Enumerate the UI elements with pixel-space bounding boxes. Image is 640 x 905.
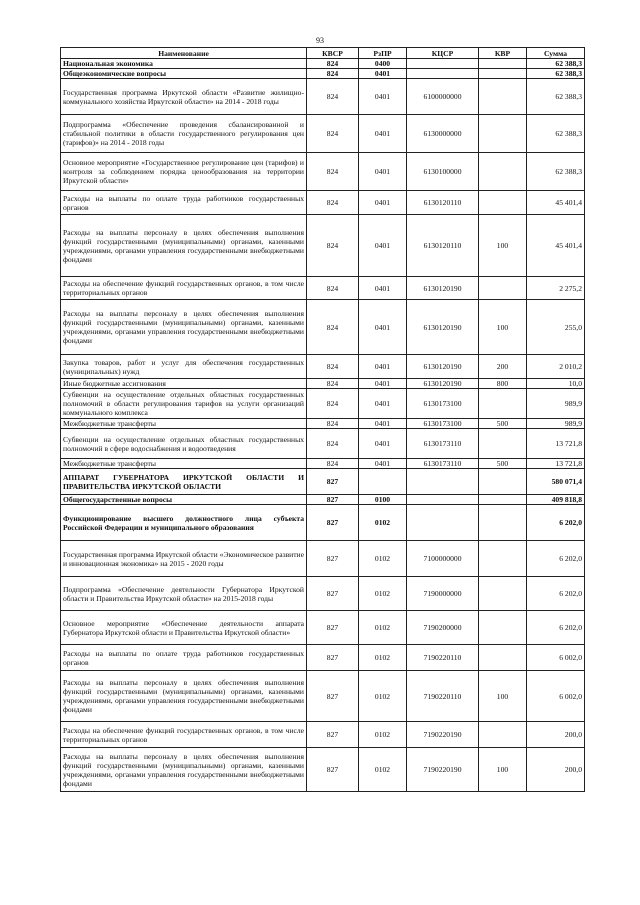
table-row	[61, 645, 585, 671]
cell-kcsr: 6130120190	[407, 300, 479, 355]
cell-kvr	[479, 611, 527, 645]
cell-name: Расходы на обеспечение функций государственных органов, в том числе территориальных органов	[61, 277, 307, 300]
cell-name: Национальная экономика	[61, 59, 307, 69]
cell-name: АППАРАТ ГУБЕРНАТОРА ИРКУТСКОЙ ОБЛАСТИ И ПРАВИТЕЛЬСТВА ИРКУТСКОЙ ОБЛАСТИ	[61, 469, 307, 495]
cell-sum: 6 002,0	[527, 671, 585, 722]
cell-rzpr: 0401	[359, 115, 407, 153]
cell-kvr	[479, 69, 527, 79]
cell-name: Государственная программа Иркутской области «Развитие жилищно-коммунального хозяйства Иркутской области» на 2014 - 2018 годы	[61, 79, 307, 115]
cell-rzpr: 0401	[359, 191, 407, 215]
cell-kvr	[479, 722, 527, 748]
cell-sum: 62 388,3	[527, 69, 585, 79]
cell-rzpr: 0401	[359, 153, 407, 191]
cell-kvr	[479, 469, 527, 495]
cell-name: Расходы на выплаты персоналу в целях обеспечения выполнения функций государственными (муниципальными) органами, казенными учреждениями, органами управления государственными внебюджетными фондами	[61, 215, 307, 277]
cell-kcsr: 6130173100	[407, 389, 479, 419]
column-header-kvr: КВР	[479, 48, 527, 59]
cell-kvsr: 824	[307, 300, 359, 355]
cell-kvsr: 827	[307, 611, 359, 645]
cell-sum: 2 010,2	[527, 355, 585, 379]
cell-kvr: 500	[479, 459, 527, 469]
cell-kcsr: 7190220190	[407, 748, 479, 792]
cell-kvr	[479, 505, 527, 541]
table-row	[61, 577, 585, 611]
cell-rzpr: 0102	[359, 748, 407, 792]
cell-sum: 6 202,0	[527, 541, 585, 577]
cell-rzpr: 0102	[359, 505, 407, 541]
table-row	[61, 722, 585, 748]
table-row	[61, 115, 585, 153]
column-header-sum: Сумма	[527, 48, 585, 59]
table-row	[61, 69, 585, 79]
cell-kcsr: 6130000000	[407, 115, 479, 153]
cell-name: Субвенции на осуществление отдельных областных государственных полномочий в области регулирования тарифов на услуги организаций коммунального комплекса	[61, 389, 307, 419]
cell-kvsr: 827	[307, 671, 359, 722]
cell-kvsr: 824	[307, 79, 359, 115]
cell-kvsr: 827	[307, 505, 359, 541]
table-row	[61, 541, 585, 577]
cell-rzpr: 0401	[359, 459, 407, 469]
cell-kvsr: 824	[307, 355, 359, 379]
column-header-kvsr: КВСР	[307, 48, 359, 59]
cell-sum: 200,0	[527, 748, 585, 792]
cell-kvr	[479, 389, 527, 419]
cell-name: Межбюджетные трансферты	[61, 459, 307, 469]
cell-kcsr: 7190220110	[407, 671, 479, 722]
table-header-row	[61, 48, 585, 59]
cell-kcsr: 6130120110	[407, 215, 479, 277]
table-row	[61, 611, 585, 645]
cell-kcsr: 6130120190	[407, 379, 479, 389]
cell-rzpr: 0102	[359, 541, 407, 577]
cell-kvsr: 827	[307, 722, 359, 748]
cell-sum: 989,9	[527, 419, 585, 429]
cell-name: Общеэкономические вопросы	[61, 69, 307, 79]
cell-kvsr: 824	[307, 379, 359, 389]
cell-kvsr: 824	[307, 59, 359, 69]
cell-kvsr: 824	[307, 429, 359, 459]
cell-kvr: 100	[479, 671, 527, 722]
cell-name: Расходы на выплаты по оплате труда работников государственных органов	[61, 191, 307, 215]
cell-kvr: 100	[479, 300, 527, 355]
table-row	[61, 505, 585, 541]
cell-name: Расходы на выплаты персоналу в целях обеспечения выполнения функций государственными (муниципальными) органами, казенными учреждениями, органами управления государственными внебюджетными фондами	[61, 671, 307, 722]
table-row	[61, 191, 585, 215]
cell-sum: 200,0	[527, 722, 585, 748]
cell-kcsr: 6130100000	[407, 153, 479, 191]
cell-kcsr: 7190220190	[407, 722, 479, 748]
table-row	[61, 419, 585, 429]
cell-kcsr	[407, 69, 479, 79]
cell-sum: 45 401,4	[527, 191, 585, 215]
cell-kvr	[479, 495, 527, 505]
cell-kvsr: 827	[307, 577, 359, 611]
cell-kvr	[479, 79, 527, 115]
table-row	[61, 153, 585, 191]
cell-rzpr: 0100	[359, 495, 407, 505]
column-header-kcsr: КЦСР	[407, 48, 479, 59]
cell-kcsr	[407, 505, 479, 541]
table-body	[61, 59, 585, 792]
cell-rzpr: 0102	[359, 611, 407, 645]
cell-kvr	[479, 153, 527, 191]
cell-kcsr: 6130120190	[407, 355, 479, 379]
cell-name: Основное мероприятие «Обеспечение деятельности аппарата Губернатора Иркутской области и Правительства Иркутской области»	[61, 611, 307, 645]
cell-rzpr: 0102	[359, 645, 407, 671]
cell-rzpr: 0102	[359, 671, 407, 722]
cell-kvsr: 824	[307, 419, 359, 429]
cell-name: Иные бюджетные ассигнования	[61, 379, 307, 389]
cell-kvsr: 827	[307, 495, 359, 505]
cell-sum: 45 401,4	[527, 215, 585, 277]
cell-name: Основное мероприятие «Государственное регулирование цен (тарифов) и контроля за соблюдением порядка ценообразования на территории Иркутской области»	[61, 153, 307, 191]
cell-name: Функционирование высшего должностного лица субъекта Российской Федерации и муниципального образования	[61, 505, 307, 541]
cell-rzpr: 0102	[359, 577, 407, 611]
cell-kvsr: 824	[307, 389, 359, 419]
table-row	[61, 459, 585, 469]
cell-kvsr: 827	[307, 748, 359, 792]
cell-kvsr: 824	[307, 191, 359, 215]
cell-kvsr: 824	[307, 215, 359, 277]
cell-rzpr: 0401	[359, 215, 407, 277]
cell-kcsr: 7100000000	[407, 541, 479, 577]
cell-kcsr: 6100000000	[407, 79, 479, 115]
cell-name: Субвенции на осуществление отдельных областных государственных полномочий в сфере водоснабжения и водоотведения	[61, 429, 307, 459]
cell-rzpr: 0102	[359, 722, 407, 748]
cell-rzpr: 0401	[359, 379, 407, 389]
cell-rzpr: 0401	[359, 79, 407, 115]
table-row	[61, 79, 585, 115]
cell-name: Расходы на выплаты персоналу в целях обеспечения выполнения функций государственными (муниципальными) органами, казенными учреждениями, органами управления государственными внебюджетными фондами	[61, 300, 307, 355]
cell-kvsr: 827	[307, 469, 359, 495]
budget-table	[60, 47, 585, 792]
cell-rzpr: 0401	[359, 355, 407, 379]
cell-rzpr: 0401	[359, 419, 407, 429]
cell-name: Расходы на выплаты персоналу в целях обеспечения выполнения функций государственными (муниципальными) органами, казенными учреждениями, органами управления государственными внебюджетными фондами	[61, 748, 307, 792]
cell-sum: 62 388,3	[527, 79, 585, 115]
cell-kvr: 500	[479, 419, 527, 429]
cell-kcsr: 7190000000	[407, 577, 479, 611]
cell-kvr: 100	[479, 748, 527, 792]
cell-kvsr: 824	[307, 69, 359, 79]
cell-kvr	[479, 429, 527, 459]
cell-kcsr	[407, 59, 479, 69]
cell-rzpr: 0401	[359, 277, 407, 300]
table-row	[61, 671, 585, 722]
cell-kvr	[479, 191, 527, 215]
table-row	[61, 277, 585, 300]
cell-kvr	[479, 277, 527, 300]
cell-name: Расходы на выплаты по оплате труда работников государственных органов	[61, 645, 307, 671]
cell-kvr	[479, 115, 527, 153]
cell-rzpr: 0401	[359, 389, 407, 419]
cell-kvsr: 827	[307, 541, 359, 577]
cell-name: Государственная программа Иркутской области «Экономическое развитие и инновационная экономика» на 2015 - 2020 годы	[61, 541, 307, 577]
cell-sum: 10,0	[527, 379, 585, 389]
table-row	[61, 495, 585, 505]
cell-kvr: 200	[479, 355, 527, 379]
table-row	[61, 379, 585, 389]
cell-sum: 62 388,3	[527, 115, 585, 153]
cell-name: Расходы на обеспечение функций государственных органов, в том числе территориальных органов	[61, 722, 307, 748]
cell-kvr: 100	[479, 215, 527, 277]
cell-sum: 6 202,0	[527, 505, 585, 541]
cell-name: Закупка товаров, работ и услуг для обеспечения государственных (муниципальных) нужд	[61, 355, 307, 379]
cell-rzpr: 0400	[359, 59, 407, 69]
cell-kvsr: 824	[307, 277, 359, 300]
cell-kcsr: 7190200000	[407, 611, 479, 645]
cell-sum: 13 721,8	[527, 459, 585, 469]
cell-rzpr	[359, 469, 407, 495]
cell-sum: 62 388,3	[527, 153, 585, 191]
cell-name: Общегосударственные вопросы	[61, 495, 307, 505]
cell-sum: 255,0	[527, 300, 585, 355]
table-row	[61, 215, 585, 277]
cell-kcsr: 6130173110	[407, 459, 479, 469]
cell-sum: 62 388,3	[527, 59, 585, 69]
table-row	[61, 748, 585, 792]
column-header-name: Наименование	[61, 48, 307, 59]
page-number: 93	[316, 36, 324, 45]
table-row	[61, 469, 585, 495]
table-row	[61, 389, 585, 419]
cell-kvsr: 824	[307, 153, 359, 191]
cell-kvr	[479, 59, 527, 69]
cell-name: Подпрограмма «Обеспечение проведения сбалансированной и стабильной политики в области государственного регулирования цен (тарифов)» на 2014 - 2018 годы	[61, 115, 307, 153]
cell-sum: 6 202,0	[527, 577, 585, 611]
cell-kcsr: 6130120190	[407, 277, 479, 300]
cell-kvr	[479, 577, 527, 611]
cell-kvsr: 824	[307, 459, 359, 469]
cell-kcsr	[407, 469, 479, 495]
cell-rzpr: 0401	[359, 69, 407, 79]
cell-sum: 409 818,8	[527, 495, 585, 505]
cell-sum: 6 202,0	[527, 611, 585, 645]
cell-kcsr	[407, 495, 479, 505]
cell-name: Межбюджетные трансферты	[61, 419, 307, 429]
cell-kvsr: 827	[307, 645, 359, 671]
cell-rzpr: 0401	[359, 429, 407, 459]
cell-kcsr: 6130173110	[407, 429, 479, 459]
cell-kcsr: 6130173100	[407, 419, 479, 429]
cell-sum: 2 275,2	[527, 277, 585, 300]
cell-sum: 6 002,0	[527, 645, 585, 671]
table-row	[61, 300, 585, 355]
cell-kvsr: 824	[307, 115, 359, 153]
column-header-rzpr: РзПР	[359, 48, 407, 59]
cell-sum: 13 721,8	[527, 429, 585, 459]
table-row	[61, 429, 585, 459]
cell-kvr	[479, 541, 527, 577]
cell-kvr	[479, 645, 527, 671]
cell-rzpr: 0401	[359, 300, 407, 355]
table-row	[61, 355, 585, 379]
cell-sum: 580 071,4	[527, 469, 585, 495]
cell-name: Подпрограмма «Обеспечение деятельности Губернатора Иркутской области и Правительства Иркутской области» на 2015-2018 годы	[61, 577, 307, 611]
cell-kcsr: 6130120110	[407, 191, 479, 215]
cell-kvr: 800	[479, 379, 527, 389]
table-row	[61, 59, 585, 69]
cell-kcsr: 7190220110	[407, 645, 479, 671]
cell-sum: 989,9	[527, 389, 585, 419]
